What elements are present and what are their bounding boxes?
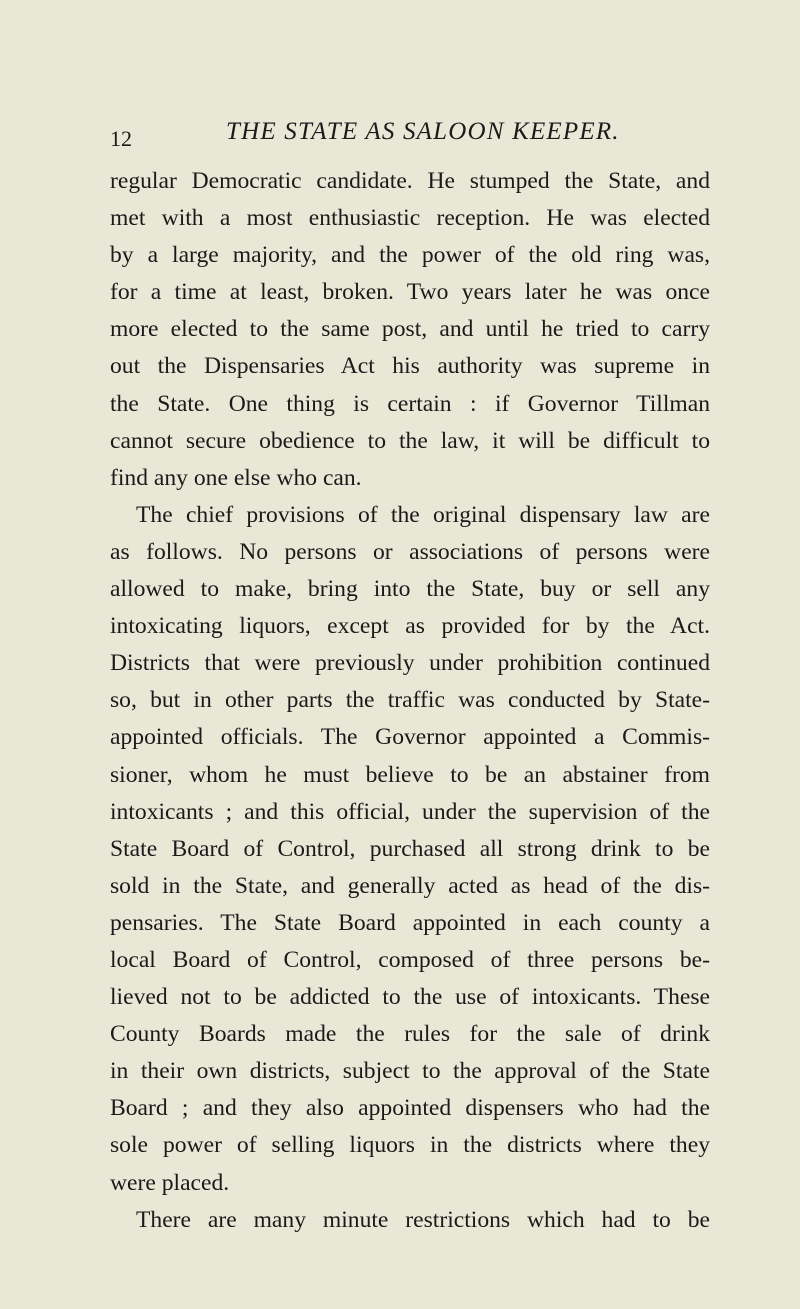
- text-line: were placed.: [110, 1169, 230, 1196]
- text-line: County Boards made the rules for the sale of drink: [110, 1021, 710, 1048]
- text-line: met with a most enthusiastic reception. He was elected: [110, 205, 710, 232]
- text-line: more elected to the same post, and until he tried to carry: [110, 316, 710, 343]
- running-title: THE STATE AS SALOON KEEPER.: [226, 118, 620, 145]
- text-line: for a time at least, broken. Two years later he was once: [110, 279, 710, 306]
- text-line: Districts that were previously under prohibition continued: [110, 650, 710, 677]
- running-head: [110, 118, 710, 158]
- page-number: 12: [110, 126, 132, 151]
- text-line: sole power of selling liquors in the districts where they: [110, 1132, 710, 1159]
- text-line: lieved not to be addicted to the use of intoxicants. These: [110, 984, 710, 1011]
- text-line: out the Dispensaries Act his authority was supreme in: [110, 353, 710, 380]
- text-line: find any one else who can.: [110, 464, 362, 491]
- text-line: sioner, whom he must believe to be an abstainer from: [110, 761, 710, 788]
- text-line: allowed to make, bring into the State, buy or sell any: [110, 576, 710, 603]
- text-line: regular Democratic candidate. He stumped the State, and: [110, 168, 710, 194]
- text-line: intoxicants ; and this official, under the supervision of the: [110, 798, 710, 825]
- text-line: Board ; and they also appointed dispensers who had the: [110, 1095, 710, 1122]
- text-line: pensaries. The State Board appointed in each county a: [110, 909, 710, 936]
- text-line: There are many minute restrictions which had to be: [136, 1206, 710, 1233]
- text-line: as follows. No persons or associations of persons were: [110, 538, 710, 565]
- text-line: appointed officials. The Governor appointed a Commis-: [110, 724, 710, 751]
- text-line: by a large majority, and the power of the old ring was,: [110, 242, 710, 269]
- text-line: in their own districts, subject to the approval of the State: [110, 1058, 710, 1085]
- body-text: [110, 163, 710, 1239]
- text-line: intoxicating liquors, except as provided for by the Act.: [110, 613, 710, 640]
- text-line: the State. One thing is certain : if Governor Tillman: [110, 390, 710, 417]
- text-line: sold in the State, and generally acted as head of the dis-: [110, 872, 710, 899]
- text-line: so, but in other parts the traffic was conducted by State-: [110, 687, 710, 714]
- text-line: local Board of Control, composed of three persons be-: [110, 946, 710, 973]
- text-line: The chief provisions of the original dispensary law are: [136, 501, 710, 528]
- text-line: State Board of Control, purchased all strong drink to be: [110, 835, 710, 862]
- text-line: cannot secure obedience to the law, it will be difficult to: [110, 427, 710, 454]
